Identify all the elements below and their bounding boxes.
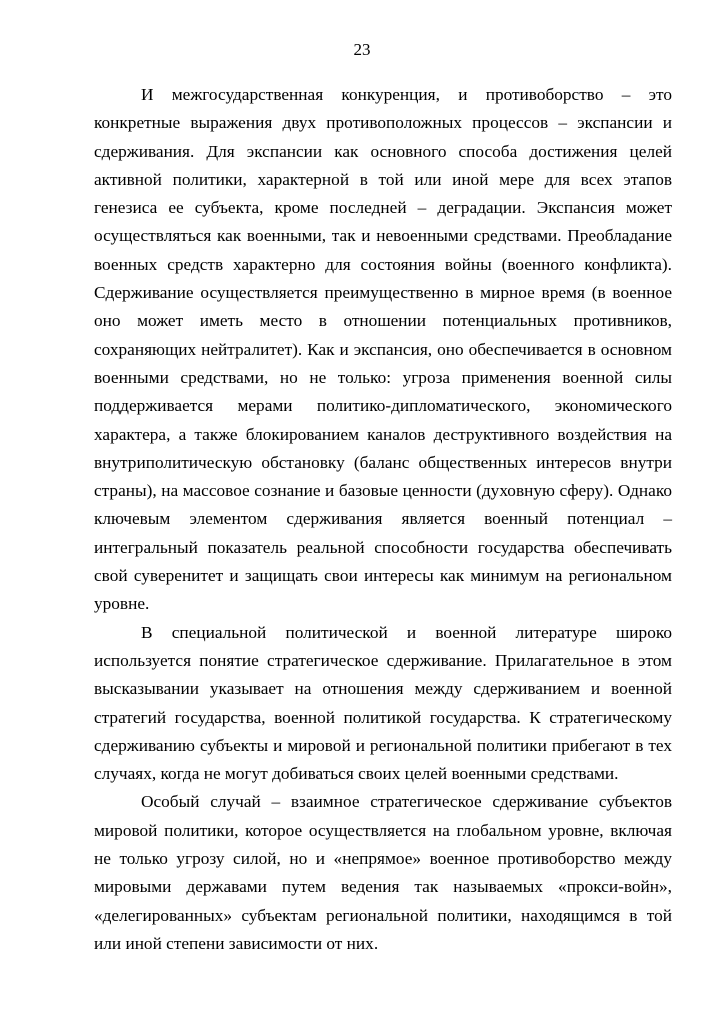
paragraph-2: В специальной политической и военной литературе широко используется понятие стратегическое сдерживание. Прилагательное в этом высказывании указывает на отношения между сдерживанием и военной стратегий государства, военной политикой государства. К стратегическому сдерживанию субъекты и мировой и региональной политики прибегают в тех случаях, когда не могут добиваться своих целей военными средствами. [94,622,672,784]
page-number: 23 [353,40,371,59]
paragraph-3: Особый случай – взаимное стратегическое сдерживание субъектов мировой политики, которое осуществляется на глобальном уровне, включая не только угрозу силой, но и «непрямое» военное противоборство между мировыми державами путем ведения так называемых «прокси-войн», «делегированных» субъектам региональной политики, находящимся в той или иной степени зависимости от них. [94,792,672,953]
body-text [94,81,672,958]
paragraph-1: И межгосударственная конкуренция, и противоборство – это конкретные выражения двух противоположных процессов – экспансии и сдерживания. Для экспансии как основного способа достижения целей активной политики, характерной в той или иной мере для всех этапов генезиса ее субъекта, кроме последней – деградации. Экспансия может осуществляться как военными, так и невоенными средствами. Преобладание военных средств характерно для состояния войны (военного конфликта). Сдерживание осуществляется преимущественно в мирное время (в военное оно может иметь место в отношении потенциальных противников, сохраняющих нейтралитет). Как и экспансия, оно обеспечивается в основном военными средствами, но не только: угроза применения военной силы поддерживается мерами политико-дипломатического, экономического характера, а также блокированием каналов деструктивного воздействия на внутриполитическую обстановку (баланс общественных интересов внутри страны), на массовое сознание и базовые ценности (духовную сферу). Однако ключевым элементом сдерживания является военный потенциал – интегральный показатель реальной способности государства обеспечивать свой суверенитет и защищать свои интересы как минимум на региональном уровне. [94,85,672,614]
